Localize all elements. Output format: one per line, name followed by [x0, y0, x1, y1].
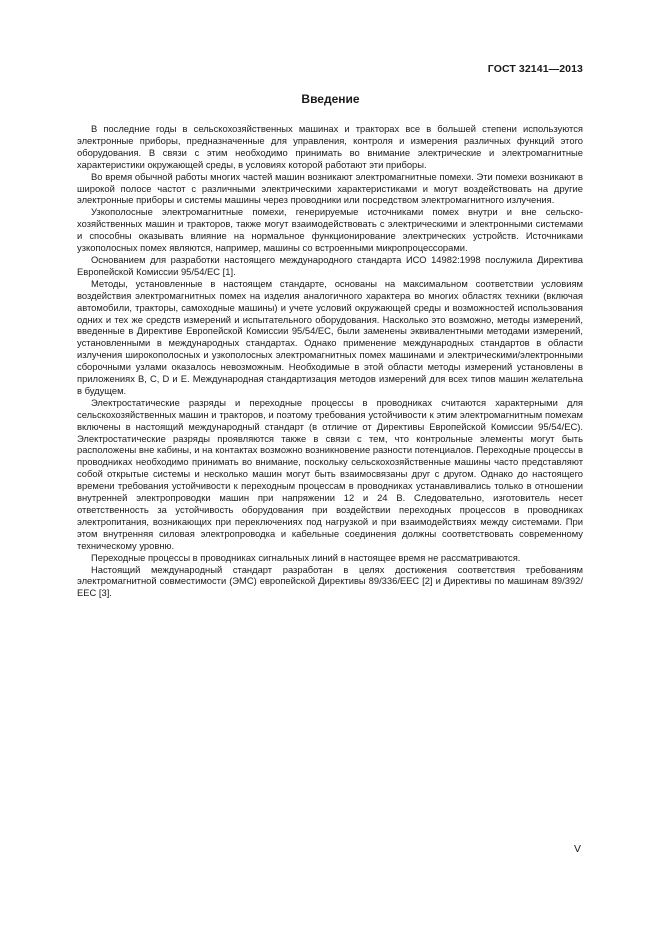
- paragraph-1: В последние годы в сельскохозяйственных машинах и тракторах все в большей степени используются электронные приборы, предназначенные для управления, контроля и измерения различных функций этого оборудования. В связи с этим необходимо принимать во внимание электрические и электромагнитные характеристики окружающей среды, в условиях которой работают эти приборы.: [77, 123, 583, 170]
- paragraph-3: Узкополосные электромагнитные помехи, генерируемые источниками помех внутри и вне сельскохозяйственных машин и тракторов, также могут взаимодействовать с электрическими и электронными системами и способны оказывать влияние на нормальное функционирование электрических устройств. Источниками узкополосных помех являются, например, машины со встроенными микропроцессорами.: [77, 206, 583, 254]
- paragraph-4: Основанием для разработки настоящего международного стандарта ИСО 14982:1998 послужила Директива Европейской Комиссии 95/54/ЕС [1].: [77, 253, 583, 277]
- standard-code: ГОСТ 32141—2013: [487, 63, 583, 75]
- paragraph-8: Настоящий международный стандарт разработан в целях достижения соответствия требованиям электромагнитной совместимости (ЭМС) европейской Директивы 89/336/ЕЕС [2] и Директивы по машинам 89/392/ЕЕС [3].: [77, 563, 583, 599]
- paragraph-7: Переходные процессы в проводниках сигнальных линий в настоящее время не рассматриваются.: [91, 551, 521, 563]
- paragraph-5: Методы, установленные в настоящем стандарте, основаны на максимальном соответствии условиям воздействия электромагнитных помех на изделия аналогичного характера во многих областях техники (включая автомобили, тракторы, самоходные машины) и учете условий окружающей среды и возможностей использования одних и тех же средств измерений и испытательного оборудования. Насколько это возможно, методы измерений, введенные в Директиве Европейской Комиссии 95/54/ЕС, были заменены эквивалентными методами измерений, установленными в международных стандартах. Однако применение международных стандартов в области излучения широкополосных и узкополосных электромагнитных помех машинами и электрическими/электронными сборочными узлами оказалось невозможным. Необходимые в этой области методы измерений установлены в приложениях В, С, D и Е. Международная стандартизация методов измерений для всех типов машин желательна в будущем.: [77, 277, 583, 396]
- document-body: [77, 123, 583, 599]
- paragraph-2: Во время обычной работы многих частей машин возникают электромагнитные помехи. Эти помехи возникают в широкой полосе частот с различными электрическими характеристиками и могут воздействовать на другие электронные приборы и системы машины через проводники или посредством электромагнитного излучения.: [77, 170, 583, 206]
- paragraph-6: Электростатические разряды и переходные процессы в проводниках считаются характерными для сельскохозяйственных машин и тракторов, и поэтому требования устойчивости к этим электромагнитным помехам включены в настоящий международный стандарт (в отличие от Директивы Европейской Комиссии 95/54/ЕС). Электростатические разряды проявляются также в связи с тем, что контрольные элементы могут быть расположены вне кабины, и на контактах возможно возникновение разности потенциалов. Переходные процессы в проводниках необходимо принимать во внимание, поскольку сельскохозяйственные машины часто представляют собой открытые системы и несколько машин могут быть взаимосвязаны друг с другом. Однако до настоящего времени требования устойчивости к переходным процессам в проводниках устанавливались только в отношении внутренней электропроводки машин при напряжении 12 и 24 В. Следовательно, изготовитель несет ответственность за устойчивость оборудования при воздействии переходных процессов в проводниках электропитания, возникающих при переключениях под нагрузкой и при взаимодействиях между системами. При этом внутренняя силовая электропроводка и кабельные соединения должны соответствовать современному техническому уровню.: [77, 396, 583, 551]
- page-number: V: [573, 843, 581, 855]
- page-title: Введение: [301, 92, 360, 106]
